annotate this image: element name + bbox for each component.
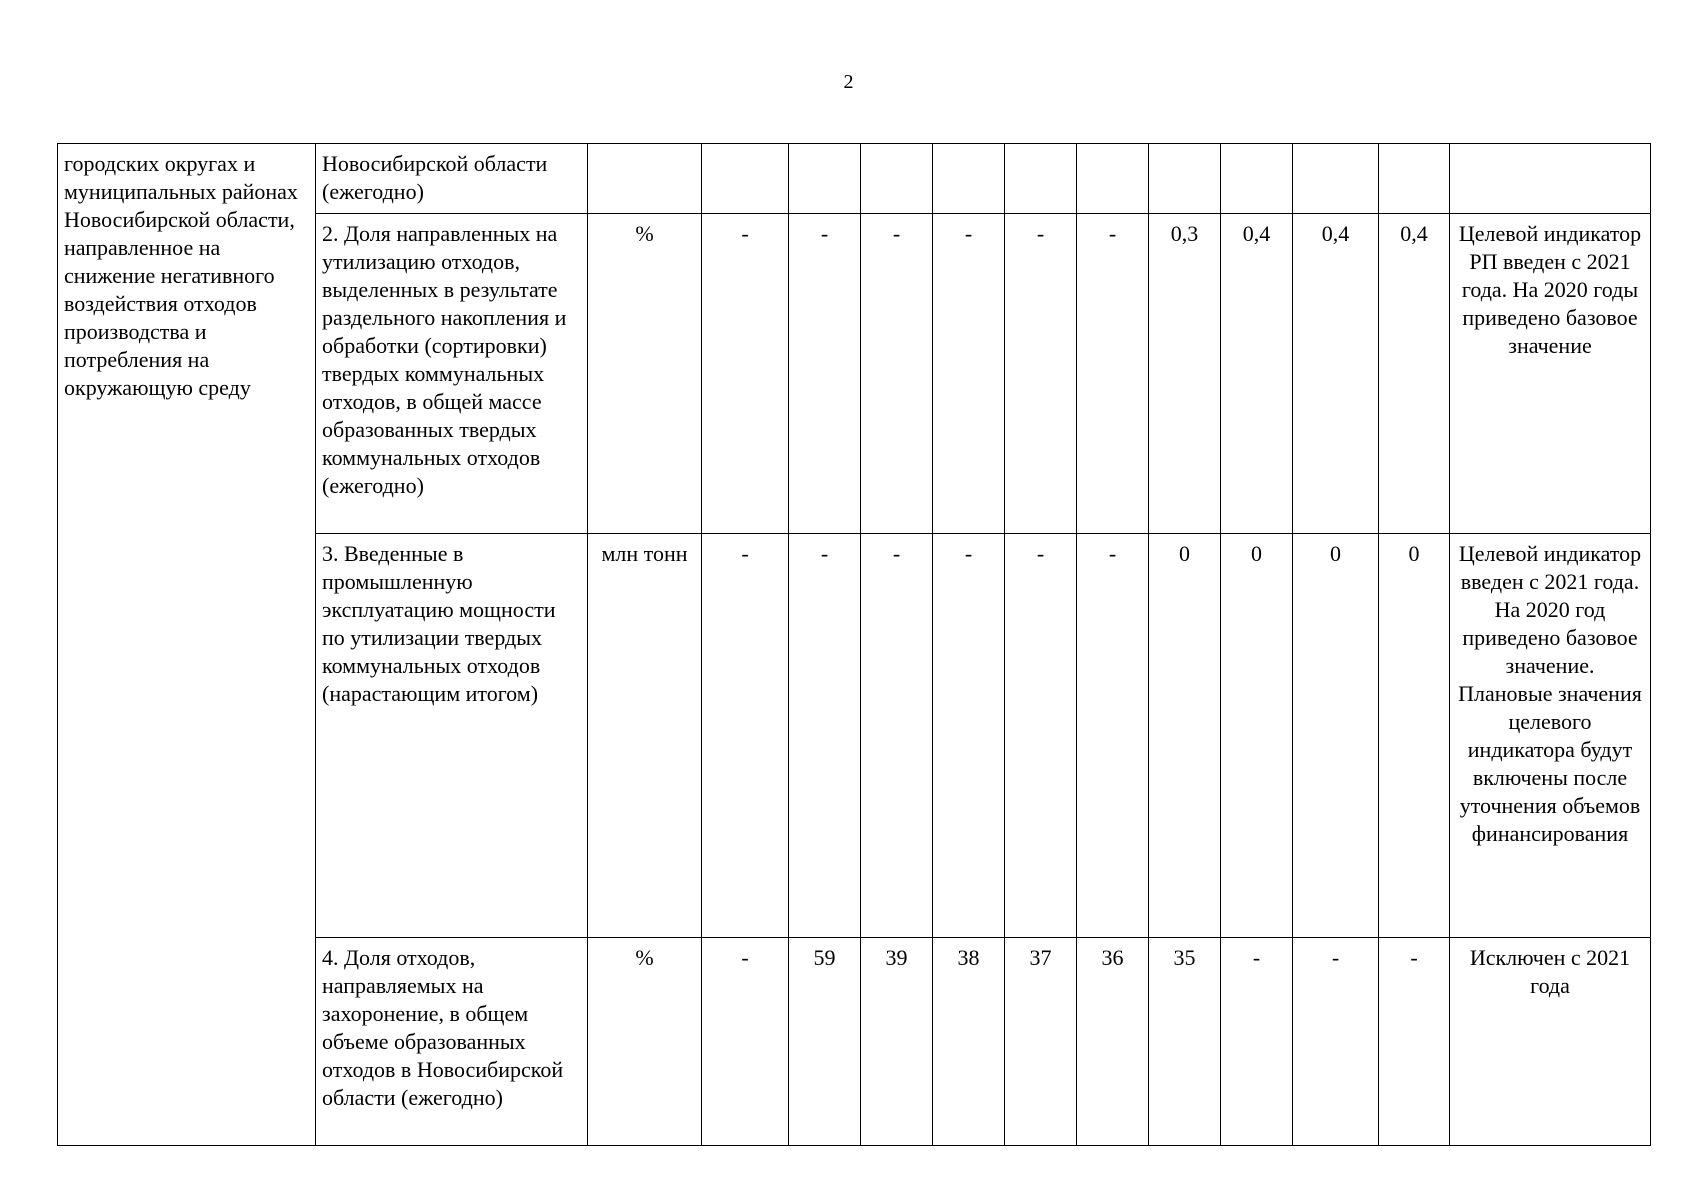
value-cell: - [789, 534, 861, 938]
value-cell: 0 [1293, 534, 1379, 938]
value-cell [933, 144, 1005, 214]
value-cell [1293, 144, 1379, 214]
indicators-table [57, 143, 1651, 1146]
value-cell: - [1293, 938, 1379, 1146]
value-cell: 39 [861, 938, 933, 1146]
value-cell [1379, 144, 1450, 214]
value-cell: 59 [789, 938, 861, 1146]
note-cell [1450, 144, 1651, 214]
value-cell: 36 [1077, 938, 1149, 1146]
value-cell [1005, 144, 1077, 214]
value-cell [1221, 144, 1293, 214]
value-cell: - [702, 534, 789, 938]
value-cell: - [933, 534, 1005, 938]
value-cell: - [702, 214, 789, 534]
value-cell: - [1005, 534, 1077, 938]
value-cell: - [861, 534, 933, 938]
value-cell: - [1221, 938, 1293, 1146]
value-cell: - [1077, 214, 1149, 534]
value-cell [1077, 144, 1149, 214]
value-cell: 35 [1149, 938, 1221, 1146]
value-cell: 0 [1149, 534, 1221, 938]
value-cell [702, 144, 789, 214]
value-cell: 37 [1005, 938, 1077, 1146]
unit-cell: % [588, 214, 702, 534]
value-cell [861, 144, 933, 214]
value-cell: - [1077, 534, 1149, 938]
value-cell: - [933, 214, 1005, 534]
value-cell [789, 144, 861, 214]
unit-cell: % [588, 938, 702, 1146]
value-cell: 0,4 [1221, 214, 1293, 534]
value-cell: 0 [1221, 534, 1293, 938]
page-number: 2 [843, 71, 854, 93]
value-cell [1149, 144, 1221, 214]
value-cell: 0 [1379, 534, 1450, 938]
indicator-cell: 4. Доля отходов, направляемых на захоронение, в общем объеме образованных отходов в Новосибирской области (ежегодно) [316, 938, 588, 1146]
value-cell: - [861, 214, 933, 534]
note-cell: Исключен с 2021 года [1450, 938, 1651, 1146]
goal-cell: городских округах и муниципальных районах Новосибирской области, направленное на снижение негативного воздействия отходов производства и потребления на окружающую среду [58, 144, 316, 1146]
note-cell: Целевой индикатор введен с 2021 года. На 2020 год приведено базовое значение. Плановые значения целевого индикатора будут включены после уточнения объемов финансирования [1450, 534, 1651, 938]
unit-cell [588, 144, 702, 214]
indicator-cell: Новосибирской области (ежегодно) [316, 144, 588, 214]
note-cell: Целевой индикатор РП введен с 2021 года. На 2020 годы приведено базовое значение [1450, 214, 1651, 534]
unit-cell: млн тонн [588, 534, 702, 938]
value-cell: - [702, 938, 789, 1146]
value-cell: - [1379, 938, 1450, 1146]
value-cell: 0,4 [1293, 214, 1379, 534]
value-cell: 0,3 [1149, 214, 1221, 534]
indicator-cell: 2. Доля направленных на утилизацию отходов, выделенных в результате раздельного накопления и обработки (сортировки) твердых коммунальных отходов, в общей массе образованных твердых коммунальных отходов (ежегодно) [316, 214, 588, 534]
value-cell: - [789, 214, 861, 534]
value-cell: 0,4 [1379, 214, 1450, 534]
value-cell: 38 [933, 938, 1005, 1146]
value-cell: - [1005, 214, 1077, 534]
table-row [58, 144, 1651, 214]
indicator-cell: 3. Введенные в промышленную эксплуатацию мощности по утилизации твердых коммунальных отходов (нарастающим итогом) [316, 534, 588, 938]
